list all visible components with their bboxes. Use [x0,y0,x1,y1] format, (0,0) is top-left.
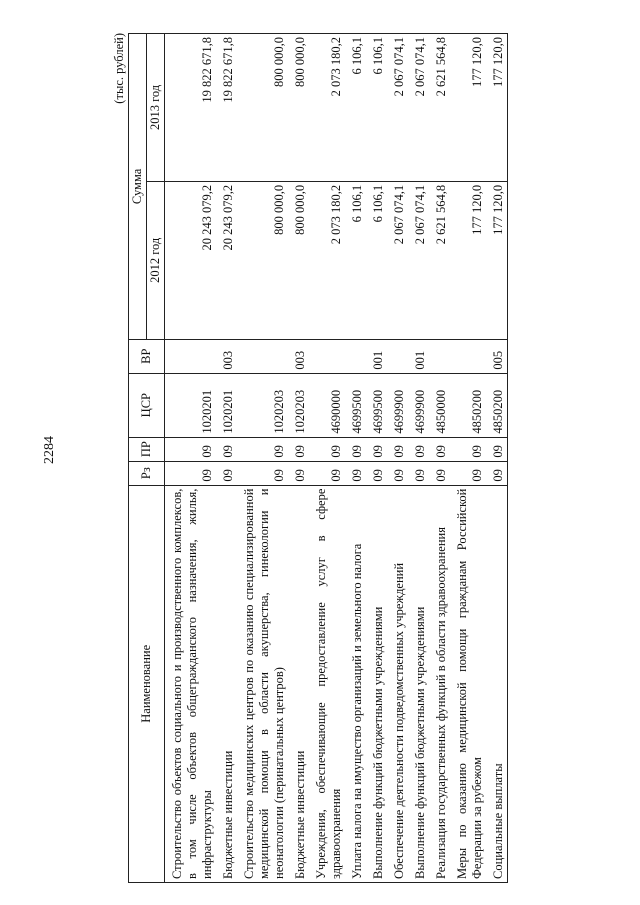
cell-y2012: 20 243 079,2 [216,181,237,339]
cell-vr: 003 [216,339,237,373]
cell-pr: 09 [309,437,345,461]
cell-y2013: 800 000,0 [237,34,288,182]
cell-y2013: 19 822 671,8 [216,34,237,182]
cell-csr: 4850200 [486,373,508,437]
page-number: 2284 [42,436,57,464]
table-row [345,34,366,883]
cell-vr [387,339,408,373]
cell-rz: 09 [429,461,450,485]
table-row [387,34,408,883]
cell-rz: 09 [165,461,217,485]
cell-y2013: 19 822 671,8 [165,34,217,182]
cell-csr: 4699900 [387,373,408,437]
table-row [288,34,309,883]
cell-name: Строительство объектов социального и производственного комплексов, в том числе объектов общегражданского назначения, жилья, инфраструктуры [165,485,217,882]
cell-name: Меры по оказанию медицинской помощи гражданам Российской Федерации за рубежом [450,485,486,882]
cell-y2012: 2 621 564,8 [429,181,450,339]
header-rz: Рз [129,461,165,485]
cell-pr: 09 [486,437,508,461]
cell-y2012: 2 073 180,2 [309,181,345,339]
cell-rz: 09 [237,461,288,485]
cell-name: Строительство медицинских центров по оказанию специализированной медицинской помощи в области акушерства, гинекологии и неонатологии (перинатальных центров) [237,485,288,882]
header-name: Наименование [129,485,165,882]
cell-y2012: 800 000,0 [288,181,309,339]
cell-rz: 09 [345,461,366,485]
cell-y2012: 20 243 079,2 [165,181,217,339]
cell-vr [429,339,450,373]
cell-csr: 4690000 [309,373,345,437]
unit-note: (тыс. рублей) [112,33,126,104]
cell-csr: 4699900 [408,373,429,437]
cell-y2013: 2 067 074,1 [408,34,429,182]
table-header [129,34,165,883]
cell-y2012: 2 067 074,1 [408,181,429,339]
cell-rz: 09 [486,461,508,485]
cell-pr: 09 [387,437,408,461]
cell-pr: 09 [345,437,366,461]
cell-csr: 4699500 [345,373,366,437]
cell-vr [309,339,345,373]
cell-vr [165,339,217,373]
header-pr: ПР [129,437,165,461]
cell-name: Обеспечение деятельности подведомственных учреждений [387,485,408,882]
cell-pr: 09 [408,437,429,461]
cell-y2013: 800 000,0 [288,34,309,182]
cell-y2012: 6 106,1 [366,181,387,339]
cell-pr: 09 [288,437,309,461]
cell-vr: 005 [486,339,508,373]
cell-y2012: 177 120,0 [486,181,508,339]
cell-pr: 09 [450,437,486,461]
table-body [165,34,508,883]
cell-name: Выполнение функций бюджетными учреждениями [408,485,429,882]
cell-pr: 09 [216,437,237,461]
cell-y2012: 177 120,0 [450,181,486,339]
cell-y2013: 2 621 564,8 [429,34,450,182]
cell-csr: 1020203 [288,373,309,437]
table-row [486,34,508,883]
cell-vr: 001 [408,339,429,373]
cell-y2013: 6 106,1 [366,34,387,182]
cell-vr: 003 [288,339,309,373]
table-row [237,34,288,883]
cell-y2013: 6 106,1 [345,34,366,182]
cell-name: Учреждения, обеспечивающие предоставление услуг в сфере здравоохранения [309,485,345,882]
cell-csr: 1020201 [216,373,237,437]
cell-y2012: 2 067 074,1 [387,181,408,339]
cell-csr: 4850200 [450,373,486,437]
cell-name: Социальные выплаты [486,485,508,882]
cell-vr [450,339,486,373]
cell-name: Бюджетные инвестиции [216,485,237,882]
cell-y2012: 800 000,0 [237,181,288,339]
cell-name: Уплата налога на имущество организаций и земельного налога [345,485,366,882]
table-row [450,34,486,883]
header-2012: 2012 год [147,181,165,339]
cell-name: Реализация государственных функций в области здравоохранения [429,485,450,882]
cell-vr: 001 [366,339,387,373]
cell-y2013: 177 120,0 [450,34,486,182]
cell-rz: 09 [387,461,408,485]
cell-y2013: 2 067 074,1 [387,34,408,182]
cell-y2013: 2 073 180,2 [309,34,345,182]
cell-pr: 09 [165,437,217,461]
cell-csr: 1020201 [165,373,217,437]
cell-rz: 09 [216,461,237,485]
cell-rz: 09 [288,461,309,485]
header-vr: ВР [129,339,165,373]
cell-rz: 09 [408,461,429,485]
header-2013: 2013 год [147,34,165,182]
cell-vr [345,339,366,373]
budget-table [128,33,508,883]
header-csr: ЦСР [129,373,165,437]
rotated-page-content [112,33,552,883]
cell-pr: 09 [366,437,387,461]
table-row [408,34,429,883]
cell-pr: 09 [237,437,288,461]
cell-rz: 09 [309,461,345,485]
table-row [429,34,450,883]
cell-y2012: 6 106,1 [345,181,366,339]
cell-vr [237,339,288,373]
cell-csr: 4699500 [366,373,387,437]
cell-csr: 4850000 [429,373,450,437]
cell-pr: 09 [429,437,450,461]
table-row [165,34,217,883]
cell-name: Выполнение функций бюджетными учреждениями [366,485,387,882]
cell-csr: 1020203 [237,373,288,437]
table-row [366,34,387,883]
header-sum: Сумма [129,34,147,340]
table-row [309,34,345,883]
cell-name: Бюджетные инвестиции [288,485,309,882]
table-row [216,34,237,883]
cell-rz: 09 [366,461,387,485]
cell-y2013: 177 120,0 [486,34,508,182]
cell-rz: 09 [450,461,486,485]
